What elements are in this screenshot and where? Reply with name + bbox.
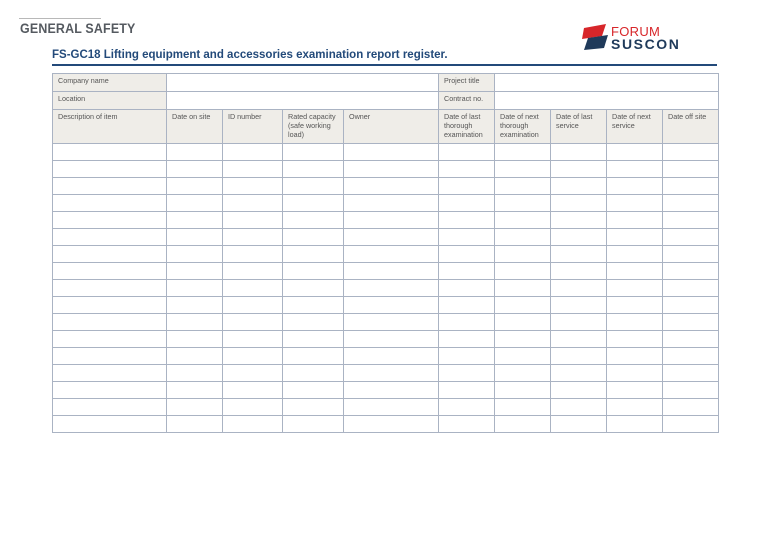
table-cell[interactable] (551, 195, 607, 212)
column-header: Date of next service (607, 110, 663, 144)
table-cell[interactable] (439, 246, 495, 263)
table-cell[interactable] (223, 416, 283, 433)
table-cell[interactable] (283, 178, 344, 195)
table-cell[interactable] (344, 365, 439, 382)
table-cell[interactable] (663, 331, 719, 348)
table-cell[interactable] (283, 314, 344, 331)
table-cell[interactable] (495, 212, 551, 229)
table-cell[interactable] (551, 229, 607, 246)
location-field[interactable] (167, 92, 439, 110)
project-title-label: Project title (439, 74, 495, 92)
table-cell[interactable] (495, 246, 551, 263)
table-cell[interactable] (223, 297, 283, 314)
table-cell[interactable] (53, 246, 167, 263)
table-cell[interactable] (439, 416, 495, 433)
table-cell[interactable] (167, 246, 223, 263)
forum-suscon-logo (582, 24, 681, 54)
column-header: ID number (223, 110, 283, 144)
table-cell[interactable] (663, 314, 719, 331)
table-cell[interactable] (167, 263, 223, 280)
table-cell[interactable] (283, 195, 344, 212)
table-cell[interactable] (167, 416, 223, 433)
table-row (53, 246, 719, 263)
table-cell[interactable] (663, 416, 719, 433)
table-cell[interactable] (663, 280, 719, 297)
table-row (53, 331, 719, 348)
table-row (53, 365, 719, 382)
table-cell[interactable] (223, 144, 283, 161)
table-cell[interactable] (663, 348, 719, 365)
table-cell[interactable] (223, 365, 283, 382)
table-cell[interactable] (344, 416, 439, 433)
table-cell[interactable] (439, 144, 495, 161)
table-cell[interactable] (607, 263, 663, 280)
table-row (53, 382, 719, 399)
table-cell[interactable] (551, 382, 607, 399)
table-cell[interactable] (551, 348, 607, 365)
company-row (53, 74, 719, 92)
table-cell[interactable] (167, 348, 223, 365)
table-cell[interactable] (551, 178, 607, 195)
table-cell[interactable] (53, 297, 167, 314)
table-cell[interactable] (551, 161, 607, 178)
table-cell[interactable] (439, 195, 495, 212)
table-cell[interactable] (344, 178, 439, 195)
table-cell[interactable] (53, 144, 167, 161)
table-cell[interactable] (344, 144, 439, 161)
table-cell[interactable] (663, 399, 719, 416)
table-cell[interactable] (439, 399, 495, 416)
table-cell[interactable] (53, 263, 167, 280)
table-cell[interactable] (223, 212, 283, 229)
table-cell[interactable] (167, 161, 223, 178)
table-cell[interactable] (551, 144, 607, 161)
table-cell[interactable] (439, 331, 495, 348)
table-cell[interactable] (495, 195, 551, 212)
title-underline (52, 64, 717, 66)
table-cell[interactable] (663, 246, 719, 263)
location-label: Location (53, 92, 167, 110)
table-cell[interactable] (663, 297, 719, 314)
table-cell[interactable] (663, 178, 719, 195)
table-cell[interactable] (607, 297, 663, 314)
table-cell[interactable] (283, 280, 344, 297)
table-row (53, 229, 719, 246)
table-cell[interactable] (344, 161, 439, 178)
table-cell[interactable] (283, 382, 344, 399)
table-cell[interactable] (551, 297, 607, 314)
table-cell[interactable] (223, 178, 283, 195)
column-header: Rated capacity (safe working load) (283, 110, 344, 144)
table-cell[interactable] (167, 195, 223, 212)
table-cell[interactable] (167, 314, 223, 331)
table-cell[interactable] (223, 263, 283, 280)
table-cell[interactable] (663, 144, 719, 161)
table-row (53, 280, 719, 297)
table-cell[interactable] (283, 416, 344, 433)
table-cell[interactable] (663, 382, 719, 399)
table-row (53, 178, 719, 195)
table-cell[interactable] (663, 212, 719, 229)
table-cell[interactable] (283, 399, 344, 416)
table-cell[interactable] (439, 212, 495, 229)
table-cell[interactable] (439, 263, 495, 280)
table-cell[interactable] (283, 144, 344, 161)
project-title-field[interactable] (495, 74, 719, 92)
table-row (53, 314, 719, 331)
table-cell[interactable] (439, 348, 495, 365)
table-cell[interactable] (283, 331, 344, 348)
table-cell[interactable] (663, 161, 719, 178)
table-row (53, 297, 719, 314)
company-name-label: Company name (53, 74, 167, 92)
document-title: FS-GC18 Lifting equipment and accessories examination report register. (52, 49, 448, 61)
table-cell[interactable] (439, 229, 495, 246)
table-cell[interactable] (223, 314, 283, 331)
table-cell[interactable] (551, 416, 607, 433)
column-header: Date of last thorough examination (439, 110, 495, 144)
column-header: Date on site (167, 110, 223, 144)
table-cell[interactable] (283, 246, 344, 263)
column-header: Date of last service (551, 110, 607, 144)
table-cell[interactable] (167, 229, 223, 246)
table-cell[interactable] (223, 161, 283, 178)
table-cell[interactable] (607, 161, 663, 178)
table-cell[interactable] (495, 331, 551, 348)
contract-no-field[interactable] (495, 92, 719, 110)
table-cell[interactable] (607, 229, 663, 246)
table-cell[interactable] (551, 263, 607, 280)
table-cell[interactable] (53, 382, 167, 399)
table-cell[interactable] (439, 178, 495, 195)
column-header: Date of next thorough examination (495, 110, 551, 144)
table-cell[interactable] (607, 331, 663, 348)
table-cell[interactable] (344, 280, 439, 297)
table-cell[interactable] (167, 365, 223, 382)
table-cell[interactable] (167, 144, 223, 161)
table-cell[interactable] (439, 365, 495, 382)
table-cell[interactable] (223, 331, 283, 348)
logo-forum-text: FORUM (611, 24, 661, 39)
table-cell[interactable] (495, 382, 551, 399)
table-cell[interactable] (283, 365, 344, 382)
table-cell[interactable] (495, 348, 551, 365)
table-cell[interactable] (167, 399, 223, 416)
table-cell[interactable] (53, 399, 167, 416)
table-cell[interactable] (53, 365, 167, 382)
table-cell[interactable] (167, 382, 223, 399)
table-cell[interactable] (439, 280, 495, 297)
column-header-row (53, 110, 719, 144)
table-cell[interactable] (607, 144, 663, 161)
table-cell[interactable] (167, 280, 223, 297)
table-cell[interactable] (607, 416, 663, 433)
contract-no-label: Contract no. (439, 92, 495, 110)
table-row (53, 144, 719, 161)
table-cell[interactable] (167, 212, 223, 229)
table-cell[interactable] (344, 195, 439, 212)
table-cell[interactable] (495, 297, 551, 314)
table-row (53, 195, 719, 212)
table-cell[interactable] (439, 297, 495, 314)
table-cell[interactable] (53, 178, 167, 195)
table-cell[interactable] (495, 280, 551, 297)
table-cell[interactable] (167, 178, 223, 195)
table-cell[interactable] (283, 229, 344, 246)
table-cell[interactable] (495, 399, 551, 416)
table-cell[interactable] (344, 331, 439, 348)
table-cell[interactable] (495, 144, 551, 161)
table-cell[interactable] (495, 314, 551, 331)
table-cell[interactable] (495, 416, 551, 433)
register-table (52, 73, 719, 433)
table-cell[interactable] (223, 348, 283, 365)
table-cell[interactable] (607, 280, 663, 297)
table-cell[interactable] (607, 314, 663, 331)
table-cell[interactable] (283, 263, 344, 280)
table-cell[interactable] (663, 263, 719, 280)
table-cell[interactable] (167, 331, 223, 348)
table-cell[interactable] (495, 229, 551, 246)
table-cell[interactable] (167, 297, 223, 314)
table-cell[interactable] (283, 297, 344, 314)
table-cell[interactable] (607, 365, 663, 382)
table-cell[interactable] (53, 212, 167, 229)
table-cell[interactable] (344, 382, 439, 399)
table-row (53, 263, 719, 280)
location-row (53, 92, 719, 110)
table-cell[interactable] (663, 195, 719, 212)
table-cell[interactable] (283, 348, 344, 365)
table-cell[interactable] (439, 314, 495, 331)
column-header: Description of item (53, 110, 167, 144)
table-cell[interactable] (607, 195, 663, 212)
table-cell[interactable] (223, 229, 283, 246)
table-cell[interactable] (53, 314, 167, 331)
table-cell[interactable] (344, 263, 439, 280)
table-cell[interactable] (495, 178, 551, 195)
table-row (53, 416, 719, 433)
table-cell[interactable] (344, 246, 439, 263)
table-cell[interactable] (439, 382, 495, 399)
table-row (53, 161, 719, 178)
table-cell[interactable] (53, 331, 167, 348)
table-cell[interactable] (223, 246, 283, 263)
table-cell[interactable] (223, 280, 283, 297)
table-cell[interactable] (223, 399, 283, 416)
table-cell[interactable] (551, 314, 607, 331)
table-cell[interactable] (283, 212, 344, 229)
table-cell[interactable] (344, 399, 439, 416)
table-cell[interactable] (495, 263, 551, 280)
table-cell[interactable] (53, 161, 167, 178)
table-cell[interactable] (607, 382, 663, 399)
logo-mark-icon (582, 24, 608, 50)
table-cell[interactable] (607, 348, 663, 365)
table-cell[interactable] (283, 161, 344, 178)
table-cell[interactable] (344, 229, 439, 246)
table-cell[interactable] (607, 178, 663, 195)
table-cell[interactable] (495, 365, 551, 382)
table-cell[interactable] (551, 399, 607, 416)
table-cell[interactable] (344, 348, 439, 365)
table-cell[interactable] (344, 212, 439, 229)
table-cell[interactable] (53, 280, 167, 297)
table-cell[interactable] (53, 195, 167, 212)
table-cell[interactable] (439, 161, 495, 178)
table-cell[interactable] (53, 229, 167, 246)
table-cell[interactable] (607, 399, 663, 416)
column-header: Date off site (663, 110, 719, 144)
table-cell[interactable] (607, 246, 663, 263)
logo-suscon-text: SUSCON (611, 36, 681, 52)
company-name-field[interactable] (167, 74, 439, 92)
brand-top-rule (19, 18, 101, 19)
table-cell[interactable] (551, 331, 607, 348)
table-row (53, 399, 719, 416)
table-cell[interactable] (53, 416, 167, 433)
table-cell[interactable] (551, 246, 607, 263)
brand-label: GENERAL SAFETY (20, 21, 136, 36)
table-cell[interactable] (607, 212, 663, 229)
column-header: Owner (344, 110, 439, 144)
table-cell[interactable] (495, 161, 551, 178)
table-cell[interactable] (223, 382, 283, 399)
table-cell[interactable] (551, 212, 607, 229)
table-row (53, 348, 719, 365)
table-cell[interactable] (223, 195, 283, 212)
table-cell[interactable] (663, 229, 719, 246)
table-cell[interactable] (551, 280, 607, 297)
table-cell[interactable] (663, 365, 719, 382)
table-cell[interactable] (344, 314, 439, 331)
table-cell[interactable] (551, 365, 607, 382)
table-cell[interactable] (53, 348, 167, 365)
table-row (53, 212, 719, 229)
table-cell[interactable] (344, 297, 439, 314)
